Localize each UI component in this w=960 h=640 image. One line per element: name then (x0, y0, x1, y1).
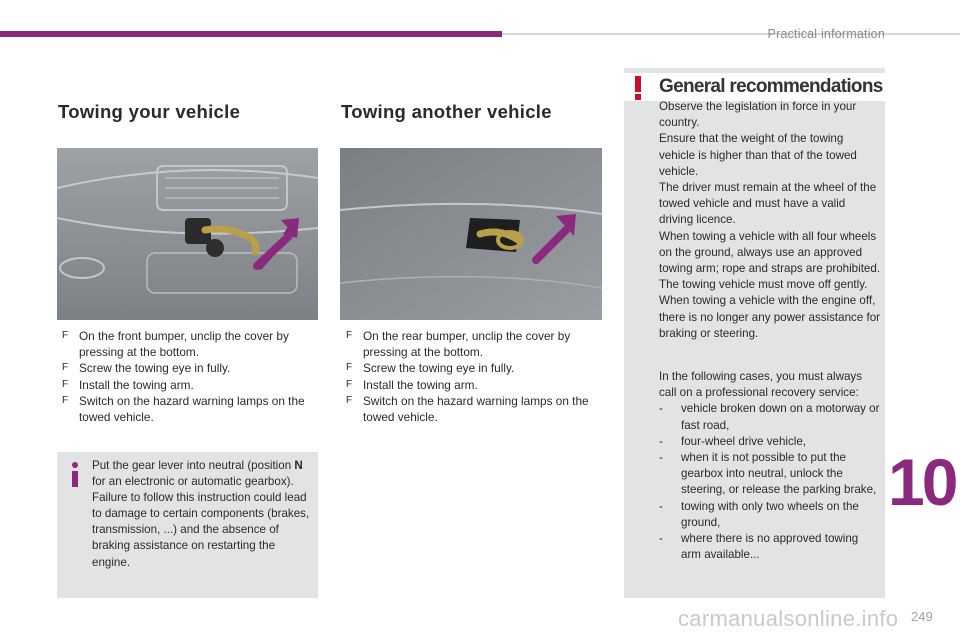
general-recommendations-header (624, 73, 885, 101)
list-item: - four-wheel drive vehicle, (659, 434, 807, 448)
list-item: F Install the towing arm. (62, 377, 194, 392)
cases-intro: In the following cases, you must always call on a professional recovery service: (659, 370, 862, 400)
page-number: 249 (911, 609, 933, 624)
info-icon (71, 462, 79, 487)
list-item: F Switch on the hazard warning lamps on the towed vehicle. (62, 393, 305, 425)
list-item: F Install the towing arm. (346, 377, 478, 392)
rear-bumper-towing-eye-photo (340, 148, 602, 320)
front-bumper-towing-eye-photo (57, 148, 318, 320)
list-item: - when it is not possible to put the gearbox into neutral, unlock the steering, or release the parking brake, (659, 451, 877, 497)
paragraph: The towing vehicle must move off gently. (659, 278, 868, 292)
heading-towing-your-vehicle: Towing your vehicle (58, 101, 241, 122)
general-recommendations-title: General recommendations (659, 76, 883, 97)
bullet-icon: F (62, 378, 69, 390)
list-item: F Screw the towing eye in fully. (346, 361, 515, 376)
list-item: F Screw the towing eye in fully. (62, 361, 231, 376)
rear-towing-steps (346, 328, 604, 425)
watermark: carmanualsonline.info (678, 606, 899, 631)
list-item: F On the rear bumper, unclip the cover by pressing at the bottom. (346, 329, 571, 360)
list-item: - where there is no approved towing arm available... (659, 532, 859, 562)
paragraph: Ensure that the weight of the towing vehicle is higher than that of the towed vehicle. (659, 132, 857, 178)
general-recommendations-box (624, 68, 885, 598)
recommendations-paragraphs (659, 99, 881, 342)
bullet-icon: F (62, 394, 69, 406)
front-towing-steps (62, 328, 320, 425)
paragraph: The driver must remain at the wheel of the towed vehicle and must have a valid driving licence. (659, 181, 877, 227)
chapter-color-bar (0, 31, 502, 37)
bullet-icon: F (346, 362, 353, 374)
cases-list (659, 401, 881, 563)
bullet-icon: F (346, 378, 353, 390)
header-rule (502, 33, 960, 35)
recovery-service-cases (659, 369, 881, 563)
paragraph: When towing a vehicle with the engine off, there is no longer any power assistance for braking or steering. (659, 294, 881, 340)
chapter-number: 10 (888, 445, 956, 519)
list-item: - towing with only two wheels on the ground, (659, 499, 859, 529)
bullet-icon: F (62, 330, 69, 341)
bullet-icon: F (62, 362, 69, 374)
bullet-icon: F (346, 330, 353, 341)
warning-icon (634, 76, 642, 100)
list-item: - vehicle broken down on a motorway or fast road, (659, 402, 880, 432)
paragraph: Observe the legislation in force in your country. (659, 100, 857, 130)
paragraph: When towing a vehicle with all four wheels on the ground, always use an approved towing arm; rope and straps are prohibited. (659, 229, 881, 276)
info-note-box (57, 452, 318, 598)
heading-towing-another-vehicle: Towing another vehicle (341, 101, 552, 122)
list-item: F On the front bumper, unclip the cover by pressing at the bottom. (62, 329, 289, 360)
bullet-icon: F (346, 394, 353, 406)
info-note-text: Put the gear lever into neutral (position N for an electronic or automatic gearbox). Failure to follow this instruction could lead to damage to certain components (brakes, transmission, ...) and the absence of braking assistance on restarting the engine. (92, 459, 310, 569)
section-title: Practical information (767, 27, 885, 41)
list-item: F Switch on the hazard warning lamps on the towed vehicle. (346, 393, 589, 425)
